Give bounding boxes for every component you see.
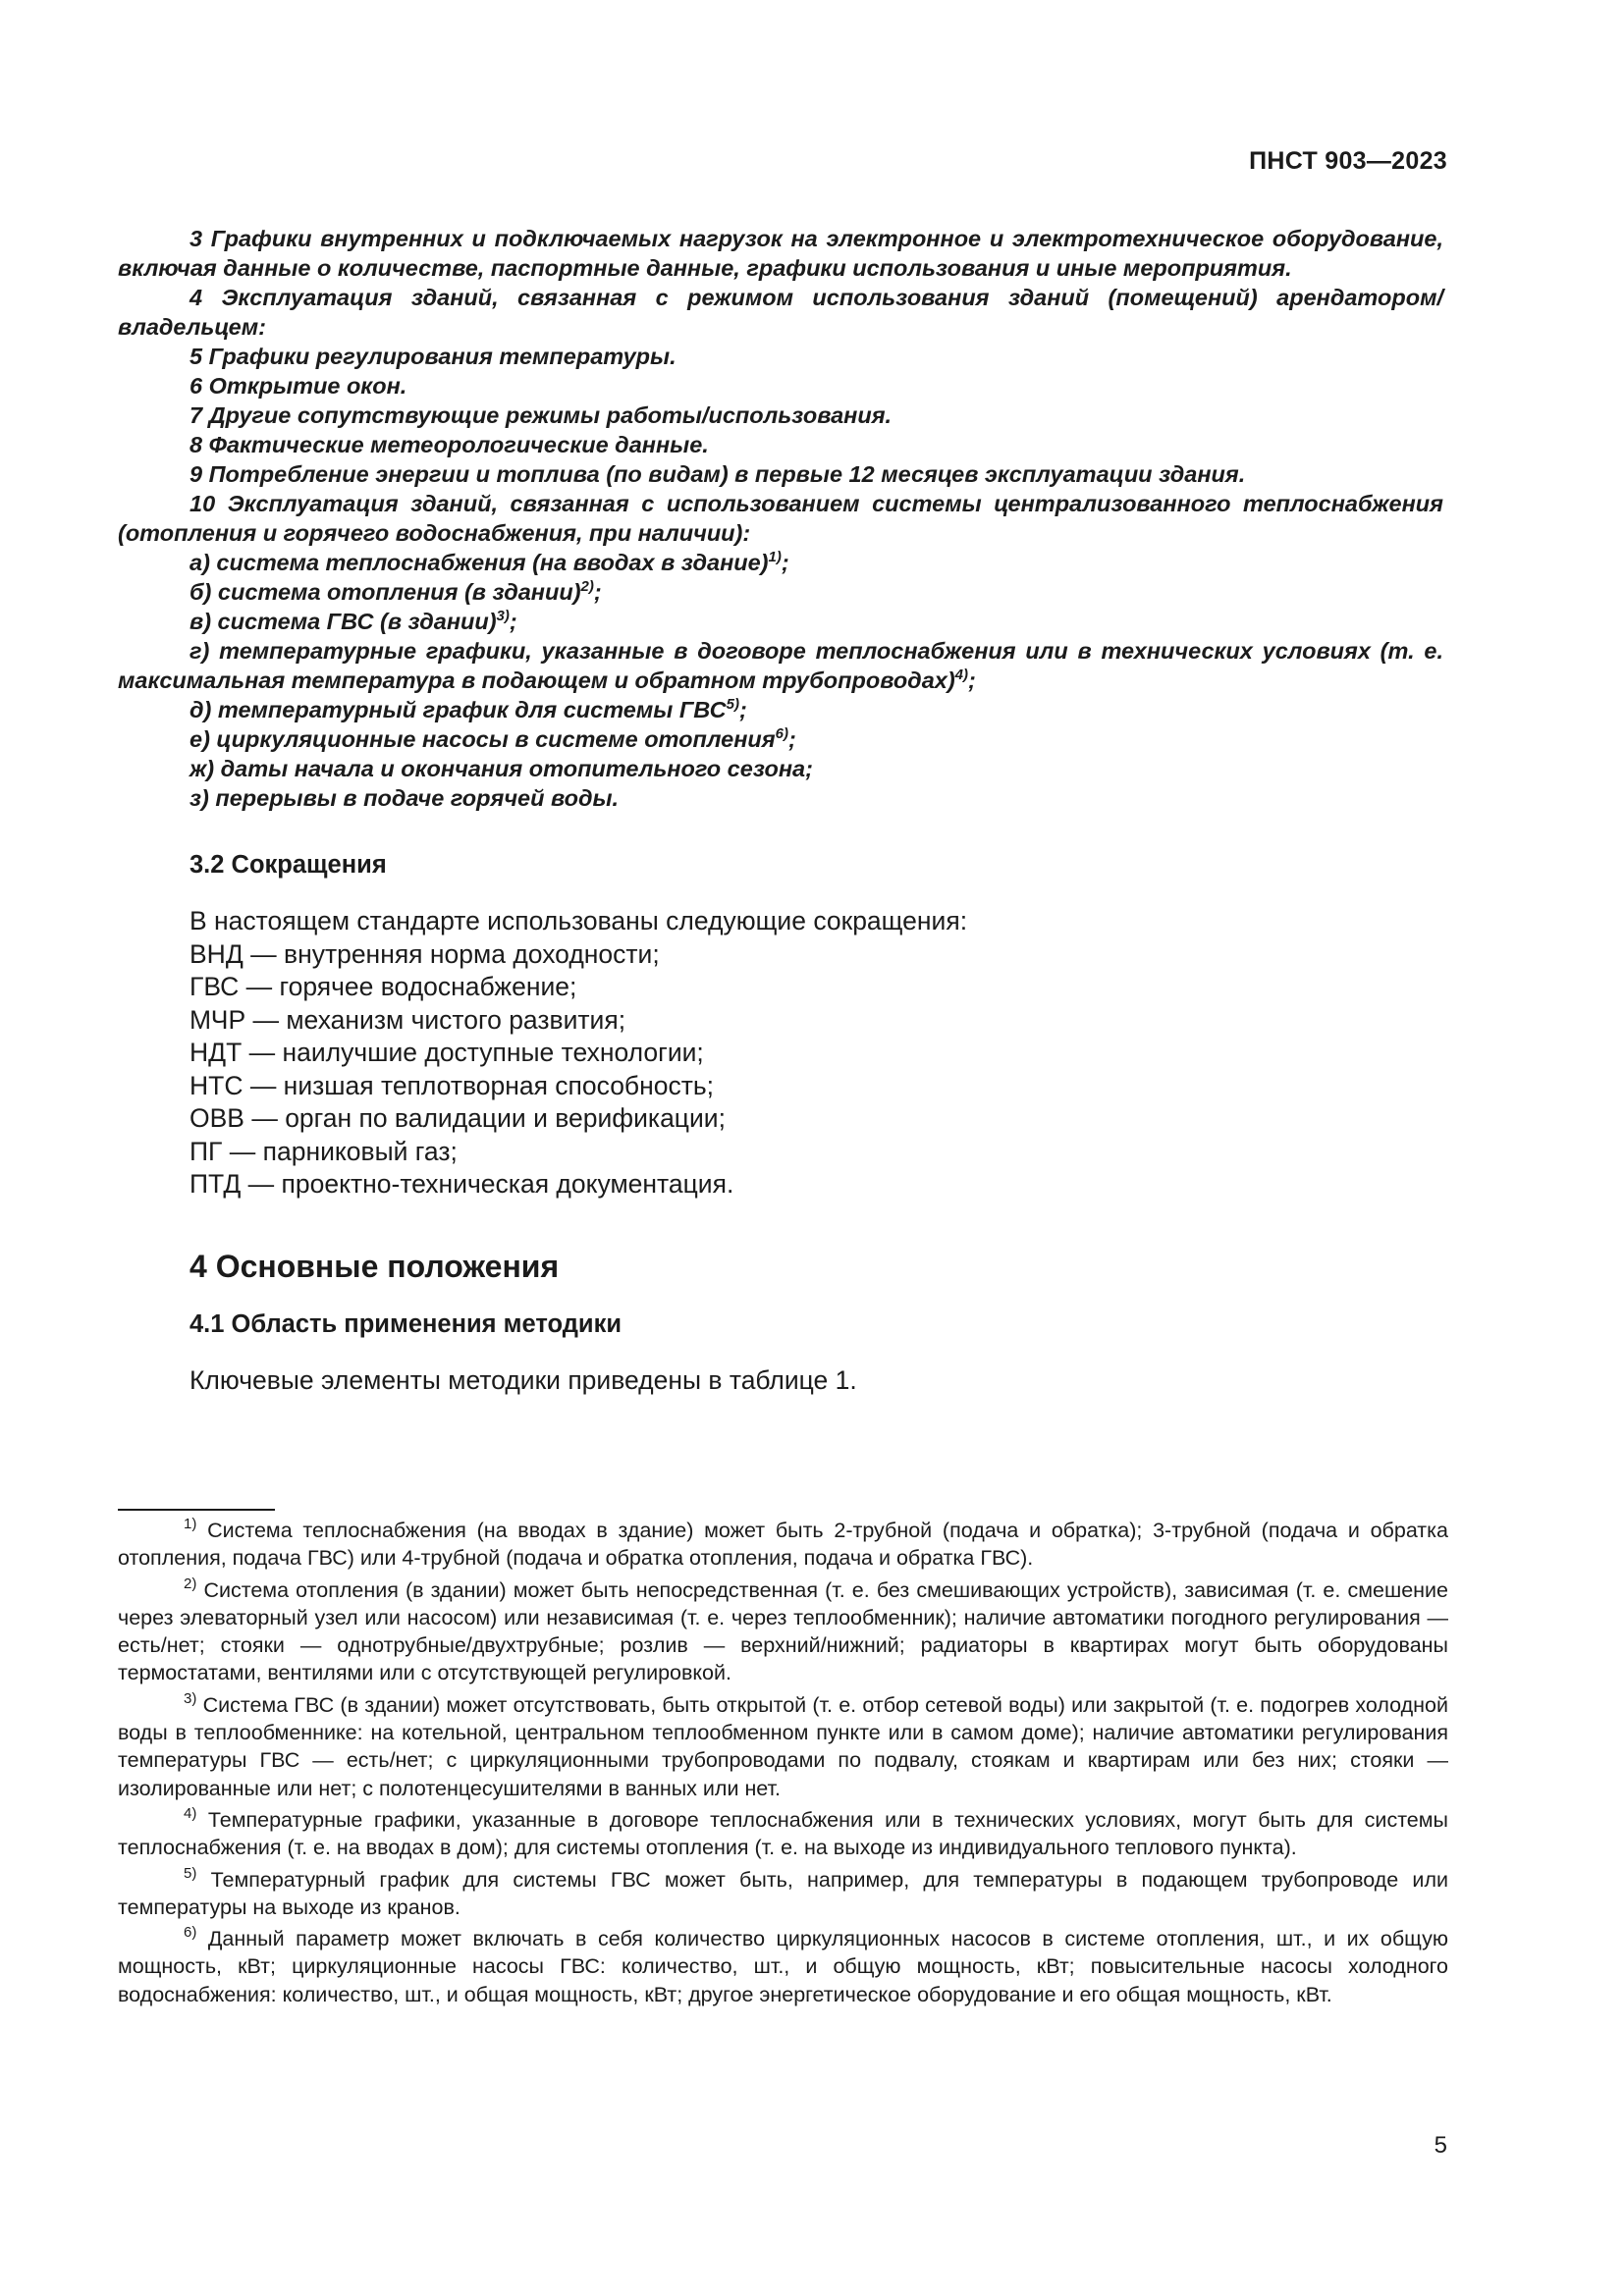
list-item-text: г) температурные графики, указанные в договоре теплоснабжения или в технических условиях (т. е. максимальная температура в подающем и обратном трубопроводах) (118, 638, 1443, 693)
footnotes (118, 1517, 1448, 2012)
abbreviation-item: ПТД — проектно-техническая документация. (189, 1169, 734, 1199)
abbreviation-item: МЧР — механизм чистого развития; (189, 1004, 626, 1035)
list-item-with-footnote: в) система ГВС (в здании)$^{3)}$; (189, 608, 517, 634)
list-item: 6 Открытие окон. (189, 373, 407, 399)
section-heading-4: 4 Основные положения (189, 1248, 560, 1284)
main-body (118, 224, 1443, 1397)
footnote-item (118, 1806, 1448, 1862)
abbreviation-item: НТС — низшая теплотворная способность; (189, 1070, 715, 1100)
footnote-text: Температурные графики, указанные в договоре теплоснабжения или в технических условиях, могут быть для системы теплоснабжения (т. е. на вводах в дом); для системы отопления (т. е. на выходе из индивидуального теплового пункта). (118, 1807, 1448, 1860)
list-item-with-footnote: е) циркуляционные насосы в системе отопления$^{6)}$; (189, 725, 796, 752)
list-item: 3 Графики внутренних и подключаемых нагрузок на электронное и электротехническое оборудование, включая данные о количестве, паспортные данные, графики использования и иные мероприятия. (118, 226, 1443, 281)
list-item: ж) даты начала и окончания отопительного сезона; (189, 756, 813, 781)
footnote-item (118, 1866, 1448, 1922)
footnote-item (118, 1576, 1448, 1687)
abbreviation-item: ПГ — парниковый газ; (189, 1136, 458, 1166)
list-item-with-footnote: б) система отопления (в здании)$^{2)}$; (189, 578, 602, 605)
list-item: 10 Эксплуатация зданий, связанная с использованием системы централизованного теплоснабжения (отопления и горячего водоснабжения, при наличии): (118, 491, 1443, 546)
footnote-mark: 6) (184, 1924, 197, 1942)
footnote-text: Система отопления (в здании) может быть непосредственная (т. е. без смешивающих устройств), зависимая (т. е. смешение через элеваторный узел или насосом) или независимая (т. е. через теплообменник); наличие автоматики погодного регулирования — есть/нет; стояки — однотрубные/двухтрубные; розлив — верхний/нижний; радиаторы в квартирах могут быть оборудованы термостатами, вентилями или с отсутствующей регулировкой. (118, 1577, 1448, 1685)
list-item-with-footnote: а) система теплоснабжения (на вводах в здание)$^{1)}$; (189, 549, 789, 575)
abbreviations-intro: В настоящем стандарте использованы следующие сокращения: (189, 906, 968, 935)
list-item: 7 Другие сопутствующие режимы работы/использования. (189, 402, 893, 428)
list-item-text: в) система ГВС (в здании) (189, 609, 497, 634)
footnote-mark: 4) (184, 1804, 197, 1822)
footnote-reference[interactable]: 5) (726, 696, 739, 713)
footnote-mark: 5) (184, 1864, 197, 1882)
abbreviation-item: НДТ — наилучшие доступные технологии; (189, 1038, 704, 1067)
footnote-item (118, 1925, 1448, 2008)
list-item-with-footnote: д) температурный график для системы ГВС$^{5)}$; (189, 696, 747, 722)
subsection-heading-4-1: 4.1 Область применения методики (189, 1309, 623, 1338)
footnote-item (118, 1517, 1448, 1573)
footnote-item (118, 1691, 1448, 1802)
footnote-text: Температурный график для системы ГВС может быть, например, для температуры в подающем трубопроводе или температуры на выходе из кранов. (118, 1867, 1449, 1919)
footnote-text: Система теплоснабжения (на вводах в здание) может быть 2-трубной (подача и обратка); 3-трубной (подача и обратка отопления, подача ГВС) или 4-трубной (подача и обратка отопления, подача и обратка ГВС). (118, 1519, 1448, 1571)
list-item: 4 Эксплуатация зданий, связанная с режимом использования зданий (помещений) арендатором/владельцем: (118, 285, 1443, 340)
footnote-text: Система ГВС (в здании) может отсутствовать, быть открытой (т. е. отбор сетевой воды) или закрытой (т. е. подогрев холодной воды в теплообменнике: на котельной, центральном теплообменном пункте или в самом доме); наличие автоматики регулирования температуры ГВС — есть/нет; с циркуляционными трубопроводами по подвалу, стоякам и квартирам или без них; стояки — изолированные или нет; с полотенцесушителями в ванных или нет. (118, 1692, 1448, 1800)
footnote-mark: 3) (184, 1689, 197, 1707)
list-item-text: д) температурный график для системы ГВС (189, 697, 727, 722)
footnote-reference[interactable]: 4) (954, 667, 969, 683)
list-item: 5 Графики регулирования температуры. (189, 344, 677, 369)
abbreviation-item: ВНД — внутренняя норма доходности; (189, 938, 660, 969)
list-item-text: б) система отопления (в здании) (189, 579, 581, 605)
footnote-reference[interactable]: 3) (496, 608, 510, 624)
page-number: 5 (1434, 2132, 1447, 2159)
footnote-reference[interactable]: 1) (768, 549, 782, 565)
footnote-reference[interactable]: 6) (775, 725, 788, 742)
section-heading-3-2: 3.2 Сокращения (189, 851, 387, 879)
footnote-mark: 2) (184, 1575, 197, 1592)
footnote-mark: 1) (184, 1516, 197, 1532)
list-item: з) перерывы в подаче горячей воды. (189, 785, 620, 811)
list-item-text: а) система теплоснабжения (на вводах в здание) (189, 550, 769, 575)
abbreviation-item: ОВВ — орган по валидации и верификации; (189, 1103, 726, 1133)
list-item: 8 Фактические метеорологические данные. (189, 432, 709, 457)
footnote-separator (118, 1509, 275, 1511)
footnote-reference[interactable]: 2) (580, 578, 594, 595)
section-4-1-text: Ключевые элементы методики приведены в таблице 1. (189, 1364, 857, 1395)
list-item: 9 Потребление энергии и топлива (по видам) в первые 12 месяцев эксплуатации здания. (189, 461, 1246, 487)
abbreviation-item: ГВС — горячее водоснабжение; (189, 972, 577, 1001)
document-number: ПНСТ 903—2023 (1249, 147, 1447, 175)
footnote-text: Данный параметр может включать в себя количество циркуляционных насосов в системе отопления, шт., и их общую мощность, кВт; циркуляционные насосы ГВС: количество, шт., и общую мощность, кВт; повысительные насосы холодного водоснабжения: количество, шт., и общая мощность, кВт; другое энергетическое оборудование и его общая мощность, кВт. (118, 1927, 1448, 2006)
list-item-with-footnote: г) температурные графики, указанные в договоре теплоснабжения или в технических условиях (т. е. максимальная температура в подающем и обратном трубопроводах)$^{4)}$; (118, 638, 1443, 693)
list-item-text: е) циркуляционные насосы в системе отопления (189, 726, 776, 752)
